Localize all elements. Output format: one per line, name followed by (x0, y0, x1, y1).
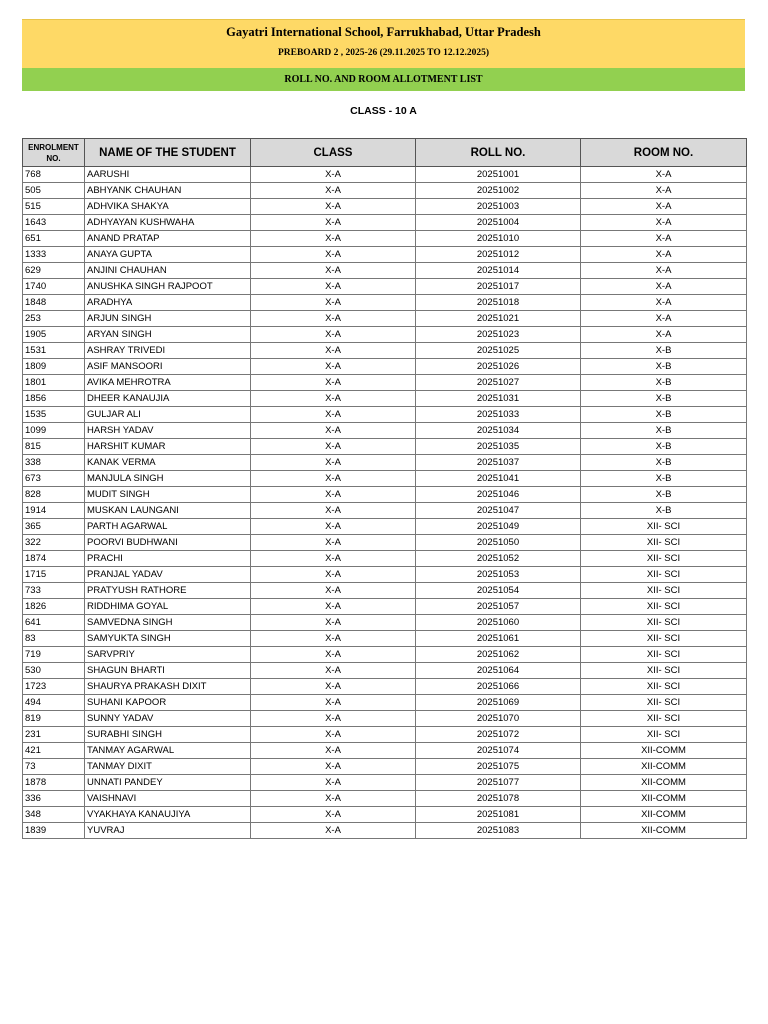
room-cell: XII- SCI (581, 615, 747, 631)
class-cell: X-A (251, 263, 416, 279)
roll-cell: 20251074 (416, 743, 581, 759)
room-cell: X-A (581, 327, 747, 343)
name-cell: SUNNY YADAV (85, 711, 251, 727)
table-row (23, 631, 747, 647)
roll-cell: 20251003 (416, 199, 581, 215)
header-class: CLASS (251, 139, 416, 167)
enrolment-cell: 365 (23, 519, 85, 535)
roll-cell: 20251052 (416, 551, 581, 567)
table-row (23, 775, 747, 791)
name-cell: AARUSHI (85, 167, 251, 183)
class-cell: X-A (251, 775, 416, 791)
roll-cell: 20251002 (416, 183, 581, 199)
room-cell: X-A (581, 279, 747, 295)
table-row (23, 535, 747, 551)
room-cell: XII- SCI (581, 711, 747, 727)
name-cell: ANAND PRATAP (85, 231, 251, 247)
class-cell: X-A (251, 439, 416, 455)
name-cell: PRATYUSH RATHORE (85, 583, 251, 599)
roll-cell: 20251078 (416, 791, 581, 807)
table-row (23, 199, 747, 215)
class-title: CLASS - 10 A (350, 105, 417, 117)
room-cell: X-B (581, 471, 747, 487)
class-cell: X-A (251, 663, 416, 679)
class-cell: X-A (251, 551, 416, 567)
room-cell: X-B (581, 455, 747, 471)
enrolment-cell: 1848 (23, 295, 85, 311)
name-cell: VYAKHAYA KANAUJIYA (85, 807, 251, 823)
roll-cell: 20251018 (416, 295, 581, 311)
room-cell: X-A (581, 263, 747, 279)
enrolment-cell: 1809 (23, 359, 85, 375)
enrolment-cell: 673 (23, 471, 85, 487)
name-cell: TANMAY DIXIT (85, 759, 251, 775)
enrolment-cell: 1099 (23, 423, 85, 439)
roll-cell: 20251014 (416, 263, 581, 279)
enrolment-cell: 348 (23, 807, 85, 823)
table-row (23, 455, 747, 471)
table-row (23, 167, 747, 183)
name-cell: AVIKA MEHROTRA (85, 375, 251, 391)
class-cell: X-A (251, 487, 416, 503)
enrolment-cell: 1723 (23, 679, 85, 695)
roll-cell: 20251017 (416, 279, 581, 295)
roll-cell: 20251050 (416, 535, 581, 551)
room-cell: X-A (581, 199, 747, 215)
table-row (23, 279, 747, 295)
roll-cell: 20251057 (416, 599, 581, 615)
enrolment-cell: 505 (23, 183, 85, 199)
table-row (23, 791, 747, 807)
room-cell: XII- SCI (581, 535, 747, 551)
roll-cell: 20251025 (416, 343, 581, 359)
roll-cell: 20251033 (416, 407, 581, 423)
class-cell: X-A (251, 631, 416, 647)
table-row (23, 823, 747, 839)
class-cell: X-A (251, 279, 416, 295)
table-row (23, 423, 747, 439)
room-cell: XII- SCI (581, 551, 747, 567)
enrolment-cell: 641 (23, 615, 85, 631)
class-cell: X-A (251, 471, 416, 487)
table-row (23, 407, 747, 423)
table-row (23, 807, 747, 823)
enrolment-cell: 530 (23, 663, 85, 679)
room-cell: XII- SCI (581, 727, 747, 743)
enrolment-cell: 1874 (23, 551, 85, 567)
class-cell: X-A (251, 327, 416, 343)
enrolment-cell: 83 (23, 631, 85, 647)
header-enrolment: ENROLMENT NO. (23, 139, 85, 167)
roll-cell: 20251012 (416, 247, 581, 263)
table-row (23, 647, 747, 663)
table-row (23, 583, 747, 599)
class-cell: X-A (251, 199, 416, 215)
room-cell: X-A (581, 215, 747, 231)
roll-cell: 20251010 (416, 231, 581, 247)
class-cell: X-A (251, 407, 416, 423)
table-row (23, 231, 747, 247)
class-cell: X-A (251, 727, 416, 743)
enrolment-cell: 1914 (23, 503, 85, 519)
name-cell: ARJUN SINGH (85, 311, 251, 327)
room-cell: X-B (581, 343, 747, 359)
roll-cell: 20251027 (416, 375, 581, 391)
roll-cell: 20251004 (416, 215, 581, 231)
class-cell: X-A (251, 567, 416, 583)
enrolment-cell: 1801 (23, 375, 85, 391)
roll-cell: 20251061 (416, 631, 581, 647)
room-cell: XII- SCI (581, 679, 747, 695)
class-cell: X-A (251, 679, 416, 695)
class-cell: X-A (251, 375, 416, 391)
name-cell: DHEER KANAUJIA (85, 391, 251, 407)
enrolment-cell: 1878 (23, 775, 85, 791)
enrolment-cell: 253 (23, 311, 85, 327)
table-row (23, 343, 747, 359)
room-cell: XII- SCI (581, 647, 747, 663)
class-cell: X-A (251, 823, 416, 839)
name-cell: UNNATI PANDEY (85, 775, 251, 791)
name-cell: ARYAN SINGH (85, 327, 251, 343)
enrolment-cell: 1740 (23, 279, 85, 295)
room-cell: XII- SCI (581, 599, 747, 615)
roll-cell: 20251075 (416, 759, 581, 775)
header-room: ROOM NO. (581, 139, 747, 167)
name-cell: ANUSHKA SINGH RAJPOOT (85, 279, 251, 295)
name-cell: ARADHYA (85, 295, 251, 311)
room-cell: X-B (581, 391, 747, 407)
enrolment-cell: 1333 (23, 247, 85, 263)
header-name: NAME OF THE STUDENT (85, 139, 251, 167)
enrolment-cell: 73 (23, 759, 85, 775)
class-cell: X-A (251, 519, 416, 535)
table-row (23, 311, 747, 327)
name-cell: RIDDHIMA GOYAL (85, 599, 251, 615)
room-cell: XII- SCI (581, 519, 747, 535)
room-cell: X-A (581, 311, 747, 327)
roll-cell: 20251047 (416, 503, 581, 519)
name-cell: ABHYANK CHAUHAN (85, 183, 251, 199)
name-cell: SHAURYA PRAKASH DIXIT (85, 679, 251, 695)
class-cell: X-A (251, 359, 416, 375)
room-cell: X-B (581, 407, 747, 423)
name-cell: ADHVIKA SHAKYA (85, 199, 251, 215)
name-cell: SAMVEDNA SINGH (85, 615, 251, 631)
table-row (23, 711, 747, 727)
roll-cell: 20251023 (416, 327, 581, 343)
roll-cell: 20251054 (416, 583, 581, 599)
enrolment-cell: 421 (23, 743, 85, 759)
table-row (23, 183, 747, 199)
class-cell: X-A (251, 167, 416, 183)
enrolment-cell: 231 (23, 727, 85, 743)
class-cell: X-A (251, 423, 416, 439)
name-cell: MANJULA SINGH (85, 471, 251, 487)
enrolment-cell: 515 (23, 199, 85, 215)
name-cell: ADHYAYAN KUSHWAHA (85, 215, 251, 231)
enrolment-cell: 819 (23, 711, 85, 727)
enrolment-cell: 629 (23, 263, 85, 279)
table-row (23, 599, 747, 615)
table-row (23, 615, 747, 631)
class-cell: X-A (251, 343, 416, 359)
name-cell: PRACHI (85, 551, 251, 567)
room-cell: XII- SCI (581, 695, 747, 711)
table-row (23, 327, 747, 343)
class-cell: X-A (251, 391, 416, 407)
table-row (23, 695, 747, 711)
enrolment-cell: 322 (23, 535, 85, 551)
name-cell: ANAYA GUPTA (85, 247, 251, 263)
class-cell: X-A (251, 759, 416, 775)
room-cell: XII-COMM (581, 775, 747, 791)
room-cell: XII- SCI (581, 631, 747, 647)
table-row (23, 663, 747, 679)
roll-cell: 20251037 (416, 455, 581, 471)
enrolment-cell: 338 (23, 455, 85, 471)
roll-cell: 20251064 (416, 663, 581, 679)
name-cell: SUHANI KAPOOR (85, 695, 251, 711)
enrolment-cell: 1839 (23, 823, 85, 839)
class-cell: X-A (251, 583, 416, 599)
name-cell: KANAK VERMA (85, 455, 251, 471)
class-cell: X-A (251, 695, 416, 711)
room-cell: X-B (581, 503, 747, 519)
enrolment-cell: 719 (23, 647, 85, 663)
enrolment-cell: 336 (23, 791, 85, 807)
roll-cell: 20251041 (416, 471, 581, 487)
roll-cell: 20251001 (416, 167, 581, 183)
enrolment-cell: 1643 (23, 215, 85, 231)
enrolment-cell: 828 (23, 487, 85, 503)
table-row (23, 503, 747, 519)
table-row (23, 551, 747, 567)
roll-cell: 20251053 (416, 567, 581, 583)
enrolment-cell: 1715 (23, 567, 85, 583)
enrolment-cell: 768 (23, 167, 85, 183)
class-cell: X-A (251, 791, 416, 807)
enrolment-cell: 733 (23, 583, 85, 599)
roll-cell: 20251049 (416, 519, 581, 535)
room-cell: XII- SCI (581, 567, 747, 583)
name-cell: SAMYUKTA SINGH (85, 631, 251, 647)
document-header (22, 19, 745, 91)
roll-cell: 20251070 (416, 711, 581, 727)
name-cell: ANJINI CHAUHAN (85, 263, 251, 279)
name-cell: VAISHNAVI (85, 791, 251, 807)
room-cell: X-B (581, 423, 747, 439)
class-cell: X-A (251, 503, 416, 519)
enrolment-cell: 1826 (23, 599, 85, 615)
title-band (22, 19, 745, 68)
table-row (23, 567, 747, 583)
list-title: ROLL NO. AND ROOM ALLOTMENT LIST (22, 68, 745, 91)
room-cell: XII-COMM (581, 759, 747, 775)
roll-cell: 20251031 (416, 391, 581, 407)
class-cell: X-A (251, 455, 416, 471)
table-row (23, 487, 747, 503)
room-cell: XII-COMM (581, 823, 747, 839)
name-cell: PARTH AGARWAL (85, 519, 251, 535)
name-cell: HARSHIT KUMAR (85, 439, 251, 455)
roll-cell: 20251026 (416, 359, 581, 375)
class-cell: X-A (251, 711, 416, 727)
name-cell: PRANJAL YADAV (85, 567, 251, 583)
room-cell: X-A (581, 167, 747, 183)
name-cell: GULJAR ALI (85, 407, 251, 423)
roll-cell: 20251077 (416, 775, 581, 791)
table-row (23, 375, 747, 391)
room-cell: XII- SCI (581, 583, 747, 599)
table-row (23, 519, 747, 535)
class-cell: X-A (251, 215, 416, 231)
roll-cell: 20251066 (416, 679, 581, 695)
table-row (23, 743, 747, 759)
room-cell: X-A (581, 247, 747, 263)
class-cell: X-A (251, 647, 416, 663)
allotment-table (22, 138, 747, 839)
name-cell: ASHRAY TRIVEDI (85, 343, 251, 359)
class-cell: X-A (251, 599, 416, 615)
room-cell: X-B (581, 487, 747, 503)
class-cell: X-A (251, 311, 416, 327)
name-cell: HARSH YADAV (85, 423, 251, 439)
room-cell: X-B (581, 439, 747, 455)
class-cell: X-A (251, 183, 416, 199)
roll-cell: 20251060 (416, 615, 581, 631)
room-cell: X-B (581, 359, 747, 375)
room-cell: X-B (581, 375, 747, 391)
table-row (23, 247, 747, 263)
roll-cell: 20251069 (416, 695, 581, 711)
roll-cell: 20251034 (416, 423, 581, 439)
roll-cell: 20251035 (416, 439, 581, 455)
name-cell: YUVRAJ (85, 823, 251, 839)
table-row (23, 471, 747, 487)
school-name: Gayatri International School, Farrukhabad, Uttar Pradesh (226, 25, 541, 39)
class-cell: X-A (251, 807, 416, 823)
enrolment-cell: 651 (23, 231, 85, 247)
roll-cell: 20251021 (416, 311, 581, 327)
enrolment-cell: 494 (23, 695, 85, 711)
room-cell: X-A (581, 183, 747, 199)
roll-cell: 20251062 (416, 647, 581, 663)
name-cell: TANMAY AGARWAL (85, 743, 251, 759)
room-cell: XII-COMM (581, 743, 747, 759)
enrolment-cell: 1905 (23, 327, 85, 343)
name-cell: MUSKAN LAUNGANI (85, 503, 251, 519)
enrolment-cell: 1856 (23, 391, 85, 407)
name-cell: ASIF MANSOORI (85, 359, 251, 375)
exam-title: PREBOARD 2 , 2025-26 (29.11.2025 TO 12.12.2025) (277, 48, 490, 58)
room-cell: XII-COMM (581, 791, 747, 807)
name-cell: POORVI BUDHWANI (85, 535, 251, 551)
class-cell: X-A (251, 231, 416, 247)
enrolment-cell: 1535 (23, 407, 85, 423)
name-cell: SURABHI SINGH (85, 727, 251, 743)
table-body (23, 167, 747, 839)
roll-cell: 20251046 (416, 487, 581, 503)
room-cell: X-A (581, 295, 747, 311)
room-cell: XII- SCI (581, 663, 747, 679)
class-cell: X-A (251, 295, 416, 311)
class-cell: X-A (251, 743, 416, 759)
roll-cell: 20251083 (416, 823, 581, 839)
table-row (23, 727, 747, 743)
class-cell: X-A (251, 615, 416, 631)
enrolment-cell: 815 (23, 439, 85, 455)
name-cell: SARVPRIY (85, 647, 251, 663)
roll-cell: 20251081 (416, 807, 581, 823)
enrolment-cell: 1531 (23, 343, 85, 359)
table-row (23, 759, 747, 775)
header-roll: ROLL NO. (416, 139, 581, 167)
table-row (23, 359, 747, 375)
table-row (23, 263, 747, 279)
name-cell: SHAGUN BHARTI (85, 663, 251, 679)
table-row (23, 439, 747, 455)
room-cell: X-A (581, 231, 747, 247)
table-row (23, 679, 747, 695)
table-row (23, 391, 747, 407)
class-cell: X-A (251, 247, 416, 263)
room-cell: XII-COMM (581, 807, 747, 823)
table-row (23, 295, 747, 311)
name-cell: MUDIT SINGH (85, 487, 251, 503)
roll-cell: 20251072 (416, 727, 581, 743)
table-row (23, 215, 747, 231)
class-cell: X-A (251, 535, 416, 551)
table-header-row (23, 139, 747, 167)
